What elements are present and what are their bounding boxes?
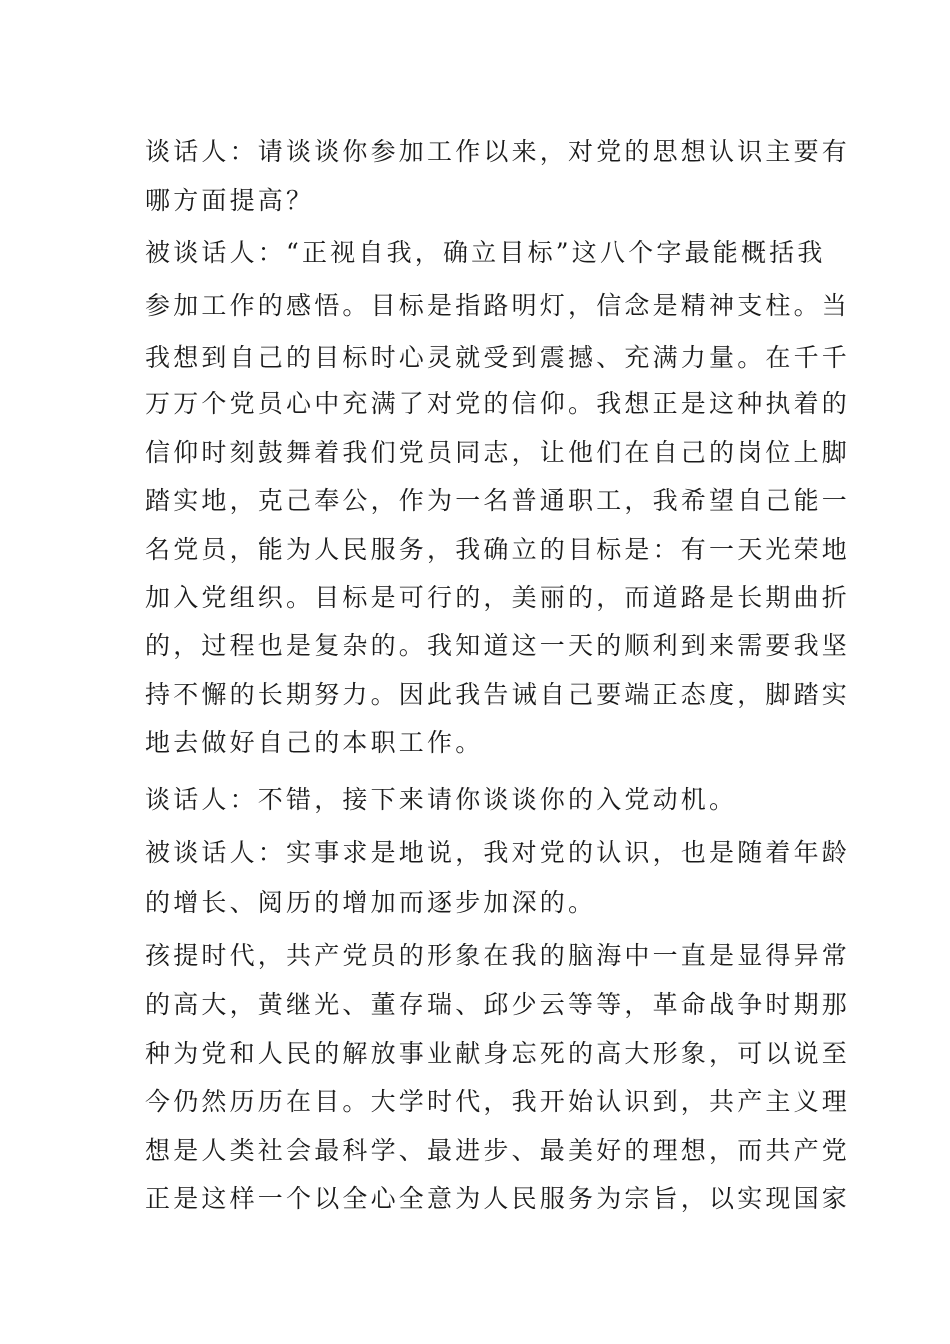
text-line: 踏实地，克己奉公，作为一名普通职工，我希望自己能一 — [145, 486, 851, 515]
text-line: 谈话人：请谈谈你参加工作以来，对党的思想认识主要有 — [145, 137, 851, 166]
text-line: 的增长、阅历的增加而逐步加深的。 — [145, 888, 597, 917]
text-line: 地去做好自己的本职工作。 — [145, 728, 484, 757]
text-line: 我想到自己的目标时心灵就受到震撼、充满力量。在千千 — [145, 343, 851, 372]
text-line: 想是人类社会最科学、最进步、最美好的理想，而共产党 — [145, 1136, 851, 1165]
text-line: 种为党和人民的解放事业献身忘死的高大形象，可以说至 — [145, 1039, 851, 1068]
text-line: 加入党组织。目标是可行的，美丽的，而道路是长期曲折 — [145, 583, 851, 612]
text-line: 万万个党员心中充满了对党的信仰。我想正是这种执着的 — [145, 389, 851, 418]
text-line: 参加工作的感悟。目标是指路明灯，信念是精神支柱。当 — [145, 291, 851, 320]
text-line: 信仰时刻鼓舞着我们党员同志，让他们在自己的岗位上脚 — [145, 438, 851, 467]
text-line: 被谈话人：“正视自我，确立目标”这八个字最能概括我 — [145, 238, 826, 267]
text-line: 被谈话人：实事求是地说，我对党的认识，也是随着年龄 — [145, 838, 851, 867]
text-line: 名党员，能为人民服务，我确立的目标是：有一天光荣地 — [145, 535, 851, 564]
text-line: 今仍然历历在目。大学时代，我开始认识到，共产主义理 — [145, 1087, 851, 1116]
text-line: 孩提时代，共产党员的形象在我的脑海中一直是显得异常 — [145, 941, 851, 970]
text-line: 的高大，黄继光、董存瑞、邱少云等等，革命战争时期那 — [145, 990, 851, 1019]
text-line: 持不懈的长期努力。因此我告诫自己要端正态度，脚踏实 — [145, 680, 851, 709]
text-line: 哪方面提高？ — [145, 186, 315, 215]
text-line: 的，过程也是复杂的。我知道这一天的顺利到来需要我坚 — [145, 631, 851, 660]
text-line: 正是这样一个以全心全意为人民服务为宗旨，以实现国家 — [145, 1184, 851, 1213]
text-line: 谈话人：不错，接下来请你谈谈你的入党动机。 — [145, 785, 738, 814]
